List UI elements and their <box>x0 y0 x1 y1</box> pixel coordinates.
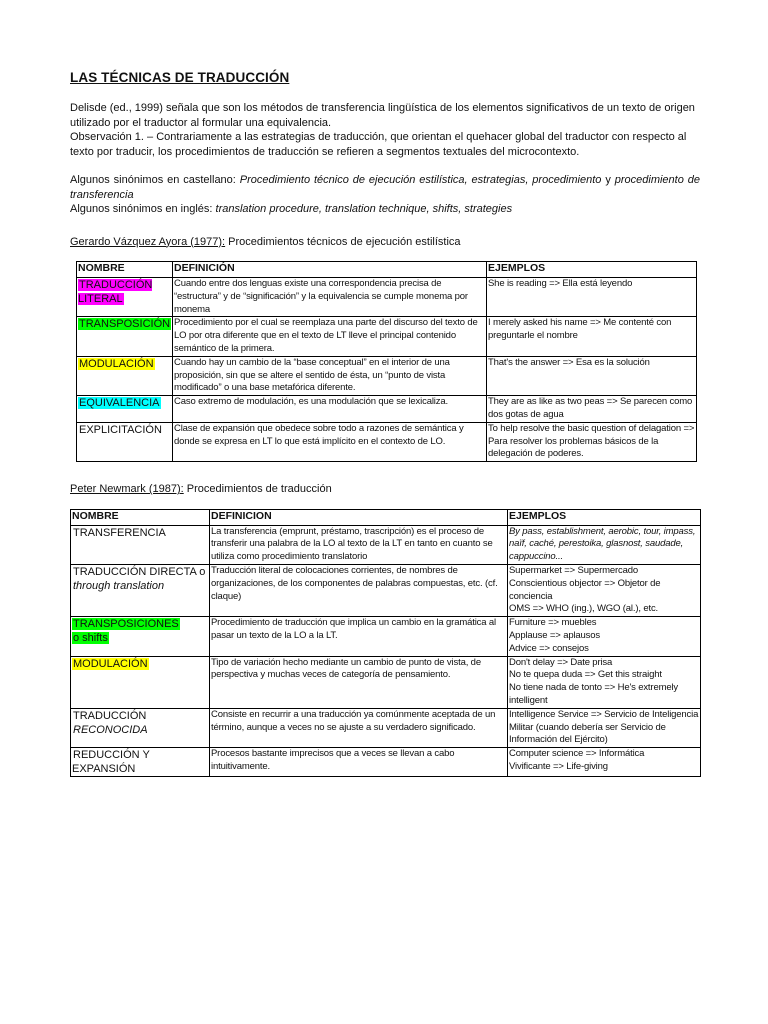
technique-name: TRADUCCIÓN DIRECTA o <box>73 566 206 579</box>
example-cell <box>508 565 701 617</box>
definition-cell <box>173 317 487 356</box>
table-row <box>77 317 697 356</box>
technique-name: REDUCCIÓN Y EXPANSIÓN <box>72 749 150 776</box>
technique-name-continued: o shifts <box>73 632 108 645</box>
definition-cell <box>173 356 487 395</box>
cell-text: Clase de expansión que obedece sobre todo a razones de semántica y donde se expresa en LT lo que está implícito en el contexto de LO. <box>174 422 464 447</box>
techniques-table-vazquez-ayora <box>76 261 697 462</box>
technique-name: TRANSPOSICIÓN <box>79 318 171 331</box>
cell-text: Furniture => muebles Applause => aplausos Advice => consejos <box>509 617 601 654</box>
table-row <box>71 748 701 777</box>
column-header: DEFINICIÓN <box>173 262 487 278</box>
cell-text: Supermarket => Supermercado Conscientious objector => Objetor de conciencia OMS => WHO (ing.), WGO (al.), etc. <box>509 565 661 615</box>
table-row <box>77 422 697 461</box>
cell-text: Computer science => Informática Vivificante => Life-giving <box>509 748 645 772</box>
technique-name: MODULACIÓN <box>79 357 154 370</box>
table-row <box>71 656 701 708</box>
table-row <box>77 356 697 395</box>
page-title: LAS TÉCNICAS DE TRADUCCIÓN <box>70 70 290 85</box>
technique-name-cell <box>71 565 210 617</box>
section-2-author: Peter Newmark (1987): <box>70 483 184 496</box>
cell-text: Consiste en recurrir a una traducción ya comúnmente aceptada de un término, aunque a veces no se ajuste a su verdadero significado. <box>211 708 496 733</box>
technique-name-continued: through translation <box>73 580 165 593</box>
technique-name: TRANSPOSICIONES <box>73 618 179 631</box>
synonyms-english-terms: translation procedure, translation technique, shifts, strategies <box>215 203 513 215</box>
column-header: DEFINICION <box>210 509 508 525</box>
example-cell <box>487 317 697 356</box>
table-row <box>71 565 701 617</box>
table-row <box>71 708 701 747</box>
technique-name: EQUIVALENCIA <box>79 397 160 410</box>
definition-cell <box>210 656 508 708</box>
technique-name-cell <box>77 356 173 395</box>
definition-cell <box>210 525 508 564</box>
column-header: NOMBRE <box>71 509 210 525</box>
table-row <box>71 617 701 656</box>
technique-name: TRADUCCIÓN LITERAL <box>78 279 153 305</box>
example-cell <box>508 656 701 708</box>
technique-name: MODULACIÓN <box>73 657 148 670</box>
document-page <box>70 70 700 777</box>
example-cell <box>508 617 701 656</box>
example-cell <box>508 748 701 777</box>
cell-text: They are as like as two peas => Se parecen como dos gotas de agua <box>488 396 693 420</box>
section-2-heading <box>70 482 700 497</box>
technique-name-continued: RECONOCIDA <box>73 723 148 736</box>
column-header: EJEMPLOS <box>487 262 697 278</box>
definition-cell <box>173 396 487 423</box>
cell-text: Cuando hay un cambio de la “base conceptual” en el interior de una proposición, sin que se altere el sentido de ésta, un “punto de vista modificado” o una base metafórica diferente. <box>174 356 450 394</box>
cell-text: Cuando entre dos lenguas existe una correspondencia precisa de “estructura” y de “significación” y la equivalencia se cumple monema por monema <box>174 278 468 315</box>
cell-text: Procesos bastante imprecisos que a veces se llevan a cabo intuitivamente. <box>211 748 455 772</box>
technique-name-cell <box>71 617 210 656</box>
technique-name-cell <box>71 748 210 777</box>
example-cell <box>487 422 697 461</box>
cell-text: She is reading => Ella está leyendo <box>488 278 633 289</box>
section-1-subtitle: Procedimientos técnicos de ejecución estilística <box>225 235 461 248</box>
technique-name: EXPLICITACIÓN <box>79 423 162 436</box>
section-1-heading <box>70 235 700 250</box>
cell-text: By pass, establishment, aerobic, tour, impass, naïf, caché, perestoika, glasnost, saudade, cappuccino... <box>509 525 696 563</box>
cell-text: Don't delay => Date prisa No te quepa duda => Get this straight No tiene nada de tonto => He's extremely intelligent <box>509 656 679 707</box>
section-1-author: Gerardo Vázquez Ayora (1977): <box>70 235 226 248</box>
technique-name: TRADUCCIÓN <box>73 709 147 722</box>
definition-cell <box>173 278 487 317</box>
table-header-row <box>71 509 701 525</box>
table-row <box>71 525 701 564</box>
cell-text: La transferencia (emprunt, préstamo, trascripción) es el proceso de transferir una palabra de la LO al texto de la LT en tanto en cuanto se utiliza como procedimiento translatorio <box>211 525 493 563</box>
definition-cell <box>210 708 508 747</box>
technique-name-cell <box>71 656 210 708</box>
definition-cell <box>210 748 508 777</box>
synonyms-english-label: Algunos sinónimos en inglés: <box>70 203 216 215</box>
cell-text: That's the answer => Esa es la solución <box>488 356 650 368</box>
example-cell <box>487 278 697 317</box>
example-cell <box>487 396 697 423</box>
synonyms-spanish-label: Algunos sinónimos en castellano: <box>70 174 240 186</box>
definition-cell <box>210 565 508 617</box>
technique-name-cell <box>77 278 173 317</box>
cell-text: Procedimiento de traducción que implica un cambio en la gramática al pasar un texto de la LO a la LT. <box>211 617 496 642</box>
definition-cell <box>173 422 487 461</box>
table-row <box>77 396 697 423</box>
synonyms-spanish-terms: Procedimiento técnico de ejecución estilística, estrategias, procedimiento <box>239 174 602 186</box>
cell-text: To help resolve the basic question of delagation => Para resolver los problemas básicos de la delegación de poderes. <box>488 422 695 460</box>
table-row <box>77 278 697 317</box>
technique-name-cell <box>71 708 210 747</box>
example-cell <box>508 525 701 564</box>
technique-name-cell <box>71 525 210 564</box>
cell-text: Traducción literal de colocaciones corrientes, de nombres de organizaciones, de los componentes de palabras compuestas, etc. (cf. claque) <box>211 565 498 602</box>
cell-text: I merely asked his name => Me contenté con preguntarle el nombre <box>488 317 672 342</box>
example-cell <box>487 356 697 395</box>
intro-paragraph-1: Delisde (ed., 1999) señala que son los métodos de transferencia lingüística de los elementos significativos de un texto de origen utilizado por el traductor al formular una equivalencia. <box>70 102 695 129</box>
example-cell <box>508 708 701 747</box>
cell-text: Caso extremo de modulación, es una modulación que se lexicaliza. <box>174 396 448 408</box>
column-header: NOMBRE <box>77 262 173 278</box>
cell-text: Tipo de variación hecho mediante un cambio de punto de vista, de perspectiva y muchas veces de categoría de pensamiento. <box>211 656 481 681</box>
synonyms-spanish-terms-2: procedimiento de transferencia <box>70 174 700 201</box>
technique-name-cell <box>77 396 173 423</box>
cell-text: Intelligence Service => Servicio de Inteligencia Militar (cuando debería ser Servicio de Información del Ejército) <box>509 708 699 746</box>
section-2-subtitle: Procedimientos de traducción <box>183 483 332 496</box>
technique-name: TRANSFERENCIA <box>73 526 166 539</box>
table-header-row <box>77 262 697 278</box>
intro-paragraph-2: Observación 1. – Contrariamente a las estrategias de traducción, que orientan el quehacer global del traductor con respecto al texto por traducir, los procedimientos de traducción se refieren a segmentos textuales del microcontexto. <box>70 131 687 158</box>
definition-cell <box>210 617 508 656</box>
synonyms-spanish-and: y <box>601 174 615 186</box>
technique-name-cell <box>77 422 173 461</box>
cell-text: Procedimiento por el cual se reemplaza una parte del discurso del texto de LO por otra diferente que en el texto de LT lleve el principal contenido semántico de la primera. <box>174 317 478 354</box>
techniques-table-newmark <box>70 509 701 778</box>
technique-name-cell <box>77 317 173 356</box>
synonyms-english <box>70 202 700 217</box>
column-header: EJEMPLOS <box>508 509 701 525</box>
synonyms-spanish <box>70 173 700 202</box>
